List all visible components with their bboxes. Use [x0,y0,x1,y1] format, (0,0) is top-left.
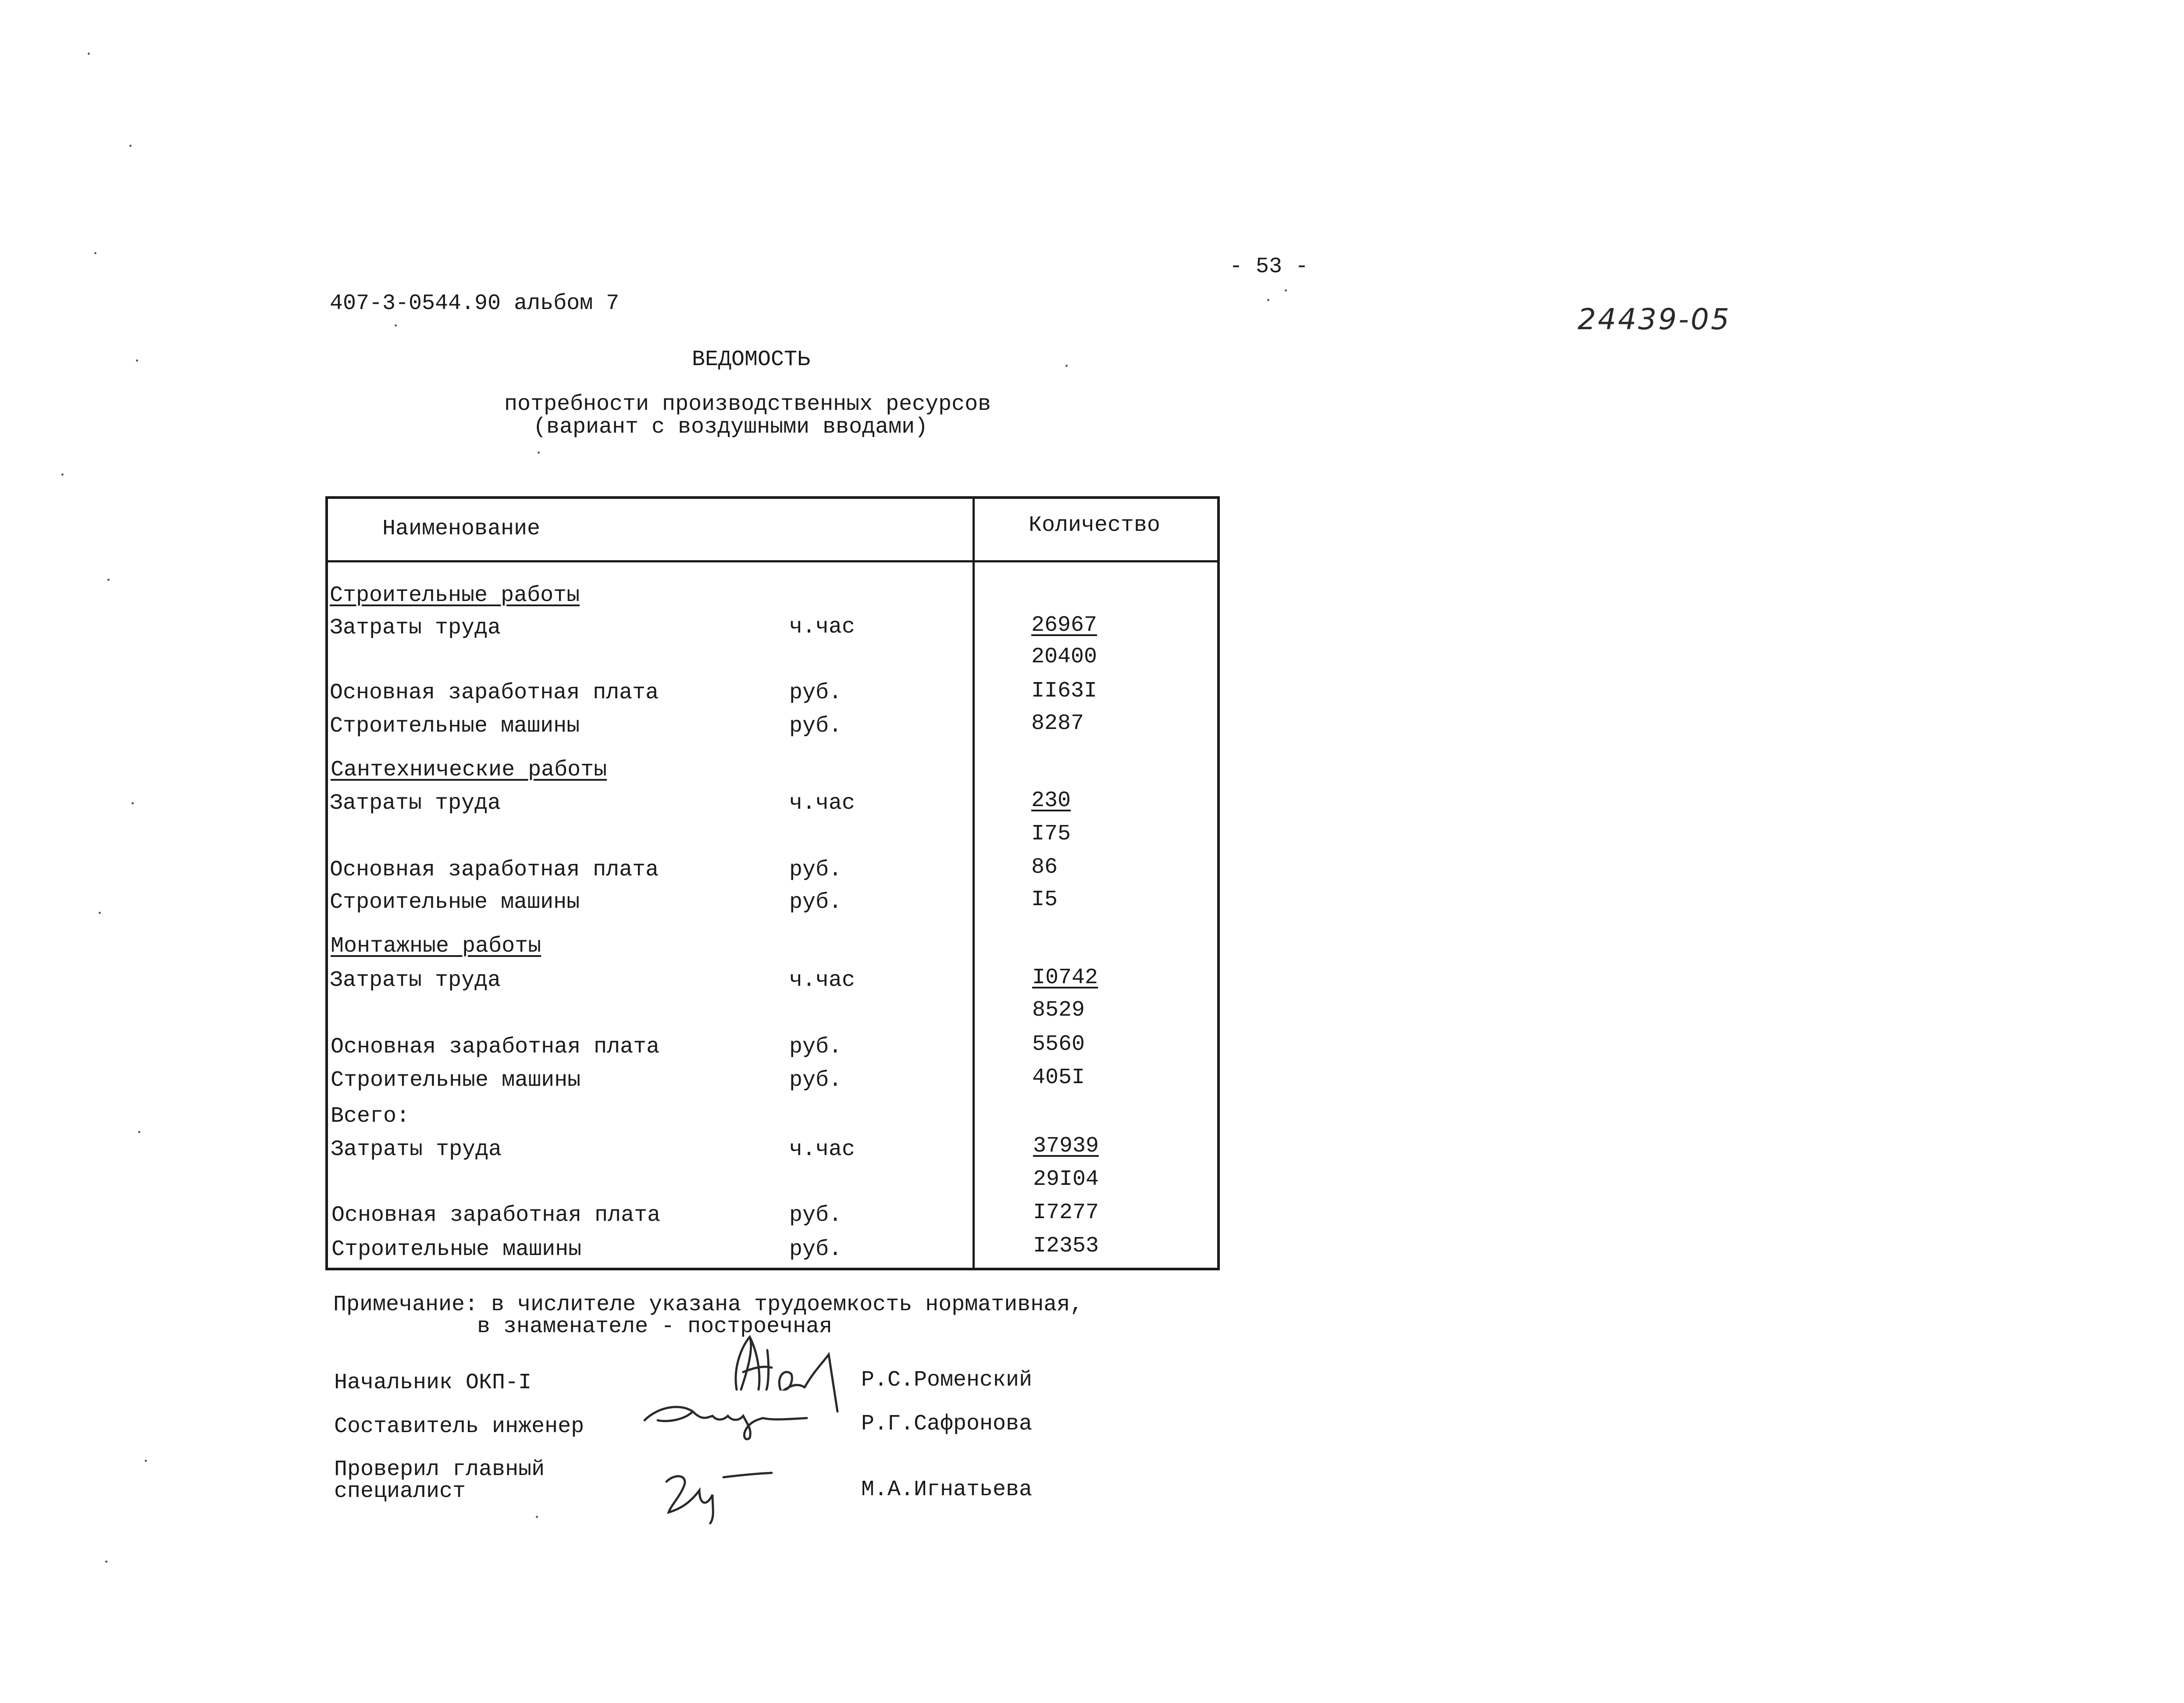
scan-speck [61,473,64,476]
signatory-role-continued: специалист [334,1479,466,1504]
row-denominator: I75 [1031,821,1071,846]
row-name: Затраты труда [330,791,501,816]
row-name: Затраты труда [331,1137,502,1162]
scan-speck [1065,365,1068,367]
row-numerator: 230 [1031,788,1071,813]
scan-speck [94,252,96,254]
section-heading: Сантехнические работы [331,757,607,782]
row-unit: руб. [789,890,842,915]
row-value: 8287 [1031,711,1084,736]
row-denominator: 29I04 [1033,1167,1099,1192]
scan-speck [129,145,132,147]
signatory-name: М.А.Игнатьева [861,1477,1033,1502]
scan-speck [136,359,138,362]
scan-speck [88,53,90,55]
scan-speck [107,579,110,581]
row-name: Основная заработная плата [331,1035,660,1059]
signatory-role: Проверил главный [334,1457,545,1482]
row-value: 5560 [1032,1032,1085,1057]
note-text: Примечание: в числителе указана трудоемкость нормативная, [333,1292,1083,1317]
scan-speck [1285,289,1287,292]
row-unit: ч.час [789,615,855,640]
note-text-continued: в знаменателе - построечная [477,1314,833,1339]
signatory-name: Р.С.Роменский [861,1368,1033,1393]
scan-speck [99,912,101,914]
row-unit: руб. [789,1035,842,1059]
row-name: Строительные машины [330,714,580,739]
row-unit: руб. [789,1068,842,1093]
handwritten-signature [658,1460,789,1525]
scan-speck [536,1516,538,1518]
signatory-name: Р.Г.Сафронова [861,1411,1033,1436]
row-denominator: 20400 [1031,644,1097,669]
row-unit: руб. [789,680,842,705]
scan-speck [132,802,134,804]
row-name: Затраты труда [330,615,501,640]
row-name: Строительные машины [330,890,580,915]
row-numerator: 37939 [1033,1134,1099,1159]
table-column-divider [973,496,975,1270]
column-header-name: Наименование [382,516,541,541]
signatory-role: Составитель инженер [334,1414,584,1439]
document-code: 407-3-0544.90 альбом 7 [330,291,620,316]
row-unit: руб. [789,1203,842,1228]
table-header-divider [325,560,1220,562]
scan-speck [395,324,397,327]
handwritten-signature [640,1394,824,1451]
row-value: II63I [1031,679,1097,704]
row-value: I5 [1031,887,1058,912]
row-value: I2353 [1033,1234,1099,1259]
scan-speck [145,1460,147,1462]
row-name: Затраты труда [330,968,501,993]
row-name: Строительные машины [331,1068,581,1093]
section-heading: Монтажные работы [331,934,542,959]
inventory-number: 24439-05 [1578,302,1731,336]
scan-speck [538,452,540,454]
scan-speck [138,1131,140,1133]
row-name: Основная заработная плата [330,680,659,705]
row-name: Основная заработная плата [330,857,659,882]
section-heading-total: Всего: [331,1104,410,1129]
scan-speck [105,1561,107,1563]
row-name: Основная заработная плата [331,1203,661,1228]
row-value: 86 [1031,855,1058,880]
row-unit: руб. [789,714,842,739]
row-unit: ч.час [789,791,855,816]
row-numerator: 26967 [1031,613,1097,638]
section-heading: Строительные работы [330,583,580,608]
row-value: I7277 [1033,1200,1099,1225]
document-subtitle: потребности производственных ресурсов [504,392,991,417]
row-unit: руб. [789,857,842,882]
row-denominator: 8529 [1032,998,1085,1023]
row-unit: ч.час [789,1137,855,1162]
row-unit: руб. [789,1237,842,1262]
row-value: 405I [1032,1065,1085,1090]
document-title: ВЕДОМОСТЬ [692,347,811,372]
document-subtitle-variant: (вариант с воздушными вводами) [533,415,928,440]
row-unit: ч.час [789,968,855,993]
page-number: - 53 - [1229,254,1309,279]
signatory-role: Начальник ОКП-I [334,1370,532,1395]
column-header-quantity: Количество [1029,513,1161,538]
scan-speck [1267,299,1269,301]
row-numerator: I0742 [1032,965,1098,990]
row-name: Строительные машины [331,1237,582,1262]
